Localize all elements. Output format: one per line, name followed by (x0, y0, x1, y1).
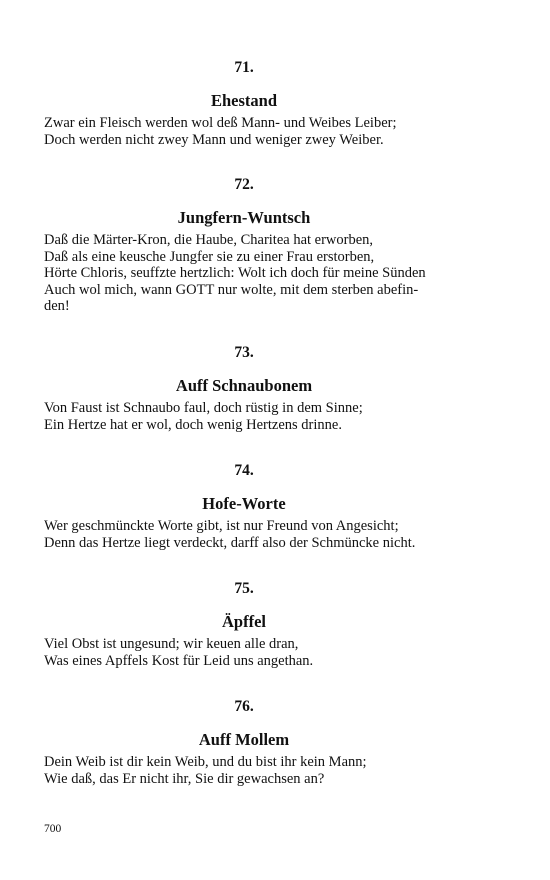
verse-line: Denn das Hertze liegt verdeckt, darff also der Schmüncke nicht. (44, 534, 416, 551)
epigram-text (44, 518, 444, 551)
epigram-number: 73. (234, 344, 254, 361)
epigram-title: Auff Mollem (198, 730, 290, 749)
epigram-text (44, 232, 444, 315)
verse-line: Zwar ein Fleisch werden wol deß Mann- und Weibes Leiber; (44, 115, 397, 131)
epigram-number: 72. (234, 176, 254, 193)
epigram-71 (44, 59, 444, 148)
epigram-text (44, 400, 444, 433)
page-number: 700 (44, 823, 62, 835)
epigram-number: 75. (234, 580, 254, 597)
verse-line: Daß die Märter-Kron, die Haube, Charitea hat erworben, (44, 232, 374, 248)
epigram-text (44, 636, 444, 669)
epigram-76 (44, 698, 444, 787)
epigram-72 (44, 176, 444, 315)
verse-line: Doch werden nicht zwey Mann und weniger zwey Weiber. (44, 131, 384, 148)
verse-line: Dein Weib ist dir kein Weib, und du bist ihr kein Mann; (44, 754, 367, 770)
verse-line: Hörte Chloris, seuffzte hertzlich: Wolt ich doch für meine Sünden (44, 265, 426, 281)
epigram-number: 76. (234, 698, 254, 715)
epigram-number: 71. (234, 59, 254, 76)
epigram-title: Jungfern-Wuntsch (177, 208, 311, 227)
epigram-title: Auff Schnaubonem (175, 376, 313, 395)
epigram-text (44, 115, 444, 148)
verse-line: Was eines Apffels Kost für Leid uns angethan. (44, 652, 314, 669)
verse-line: Wie daß, das Er nicht ihr, Sie dir gewachsen an? (44, 770, 325, 787)
epigram-title: Ehestand (210, 91, 278, 110)
verse-line: Daß als eine keusche Jungfer sie zu einer Frau erstorben, (44, 248, 375, 265)
epigram-number: 74. (234, 462, 254, 479)
epigram-74 (44, 462, 444, 551)
verse-line: Wer geschmünckte Worte gibt, ist nur Freund von Angesicht; (44, 518, 399, 534)
verse-line: Von Faust ist Schnaubo faul, doch rüstig in dem Sinne; (44, 400, 363, 416)
verse-line: Ein Hertze hat er wol, doch wenig Hertzens drinne. (44, 416, 342, 433)
epigram-73 (44, 344, 444, 433)
epigram-title: Äpffel (222, 612, 266, 631)
verse-line: Viel Obst ist ungesund; wir keuen alle dran, (44, 636, 299, 652)
verse-line: den! (44, 298, 70, 314)
epigram-text (44, 754, 444, 787)
epigram-75 (44, 580, 444, 669)
verse-line: Auch wol mich, wann GOTT nur wolte, mit dem sterben abefin- (44, 281, 419, 298)
epigram-title: Hofe-Worte (202, 494, 286, 513)
